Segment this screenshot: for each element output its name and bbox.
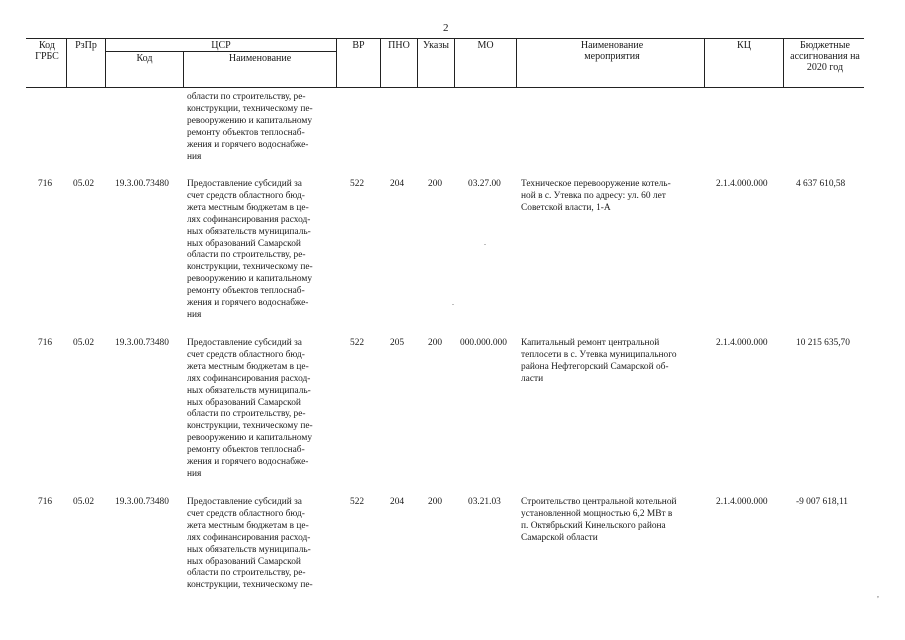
cell-ukazy: 200 bbox=[428, 338, 443, 348]
header-csr-name: Наименование bbox=[228, 53, 292, 64]
continuation-text: области по строительству, ре- конструкции, техническому пе- ревооружению и капитальному ремонту объектов теплоснаб- жения и горячего водоснабже- ния bbox=[187, 92, 313, 162]
cell-ukazy: 200 bbox=[428, 497, 443, 507]
page-number: 2 bbox=[443, 22, 449, 34]
cell-vr: 522 bbox=[350, 497, 365, 507]
cell-mo: 03.27.00 bbox=[468, 179, 501, 189]
header-ukazy: Указы bbox=[422, 40, 449, 51]
scan-speck: . bbox=[452, 298, 454, 307]
cell-pno: 205 bbox=[390, 338, 405, 348]
cell-csr-name: Предоставление субсидий за счет средств областного бюд- жета местным бюджетам в це- лях софинансирования расход- ных обязательств муниципаль- ных образований Самарской области по строительству, ре- конструкции, техническому пе- ревооружению и капитальному ремонту объектов теплоснаб- жения и горячего водоснабже- ния bbox=[187, 338, 313, 479]
cell-kod-grbs: 716 bbox=[38, 497, 53, 507]
cell-pno: 204 bbox=[390, 497, 405, 507]
scan-speck: . bbox=[484, 238, 486, 247]
cell-event: Строительство центральной котельной установленной мощностью 6,2 МВт в п. Октябрьский Кинельского района Самарской области bbox=[521, 497, 677, 543]
cell-amount: 4 637 610,58 bbox=[796, 179, 846, 189]
header-mo: МО bbox=[477, 40, 494, 51]
header-kc: КЦ bbox=[737, 40, 751, 51]
cell-event: Капитальный ремонт центральной теплосети в с. Утевка муниципального района Нефтегорский Самарской об- ласти bbox=[521, 338, 677, 384]
cell-amount: 10 215 635,70 bbox=[796, 338, 850, 348]
cell-ukazy: 200 bbox=[428, 179, 443, 189]
header-divider bbox=[783, 38, 784, 88]
cell-kc: 2.1.4.000.000 bbox=[716, 179, 768, 189]
cell-event: Техническое перевооружение котель- ной в с. Утевка по адресу: ул. 60 лет Советской власти, 1-А bbox=[521, 179, 671, 213]
cell-pno: 204 bbox=[390, 179, 405, 189]
header-csr-kod: Код bbox=[136, 53, 153, 64]
cell-csr-kod: 19.3.00.73480 bbox=[115, 497, 169, 507]
header-kod-grbs: Код ГРБС bbox=[35, 40, 59, 62]
cell-csr-name: Предоставление субсидий за счет средств областного бюд- жета местным бюджетам в це- лях софинансирования расход- ных обязательств муниципаль- ных образований Самарской области по строительству, ре- конструкции, техническому пе- bbox=[187, 497, 313, 591]
cell-vr: 522 bbox=[350, 179, 365, 189]
cell-kod-grbs: 716 bbox=[38, 179, 53, 189]
cell-vr: 522 bbox=[350, 338, 365, 348]
cell-rzpr: 05.02 bbox=[73, 179, 95, 189]
cell-amount: -9 007 618,11 bbox=[796, 497, 848, 507]
header-budget: Бюджетные ассигнования на 2020 год bbox=[790, 40, 860, 73]
header-top-rule bbox=[26, 38, 864, 39]
header-bottom-rule bbox=[26, 87, 864, 88]
cell-csr-kod: 19.3.00.73480 bbox=[115, 338, 169, 348]
cell-kod-grbs: 716 bbox=[38, 338, 53, 348]
scan-speck: , bbox=[877, 590, 879, 599]
cell-mo: 000.000.000 bbox=[460, 338, 507, 348]
header-rzpr: РзПр bbox=[75, 40, 97, 51]
header-pno: ПНО bbox=[388, 40, 410, 51]
header-event-name: Наименование мероприятия bbox=[580, 40, 644, 62]
header-sub-rule bbox=[106, 51, 336, 52]
cell-kc: 2.1.4.000.000 bbox=[716, 497, 768, 507]
header-divider bbox=[516, 38, 517, 88]
cell-mo: 03.21.03 bbox=[468, 497, 501, 507]
cell-rzpr: 05.02 bbox=[73, 497, 95, 507]
header-vr: ВР bbox=[352, 40, 365, 51]
cell-csr-name: Предоставление субсидий за счет средств областного бюд- жета местным бюджетам в це- лях софинансирования расход- ных обязательств муниципаль- ных образований Самарской области по строительству, ре- конструкции, техническому пе- ревооружению и капитальному ремонту объектов теплоснаб- жения и горячего водоснабже- ния bbox=[187, 179, 313, 320]
header-csr: ЦСР bbox=[211, 40, 231, 51]
cell-kc: 2.1.4.000.000 bbox=[716, 338, 768, 348]
cell-rzpr: 05.02 bbox=[73, 338, 95, 348]
cell-csr-kod: 19.3.00.73480 bbox=[115, 179, 169, 189]
